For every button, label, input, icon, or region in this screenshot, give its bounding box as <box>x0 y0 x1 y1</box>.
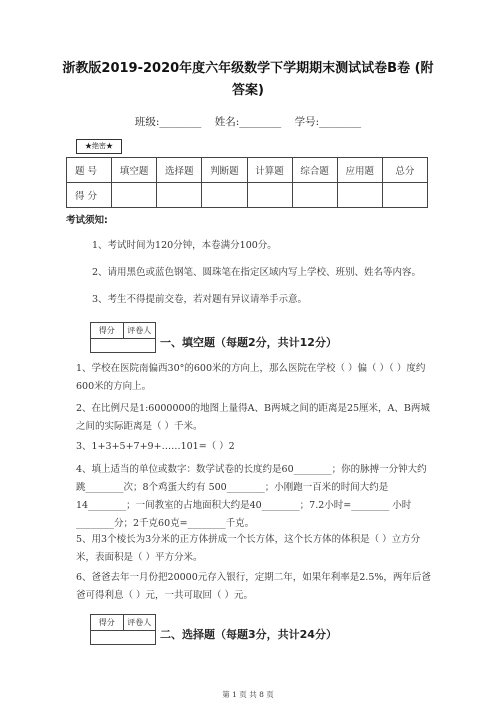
class-field: 班级:________ <box>134 116 202 128</box>
student-info-line <box>0 114 496 129</box>
grader-score-label: 得分 <box>91 615 124 630</box>
page-title: 浙教版2019-2020年度六年级数学下学期期末测试试卷B卷 (附答案) <box>62 61 434 98</box>
score-cell <box>337 183 382 208</box>
question-item: 3、1+3+5+7+9+……101=（ ）2 <box>76 441 235 452</box>
question-item: 1、学校在医院南偏西30°的600米的方向上，那么医院在学校（ ）偏（ ）（ ）度约600米的方向上。 <box>76 363 426 392</box>
question-item: 4、填上适当的单位或数字：数学试卷的长度约是60________；你的脉搏一分钟大约跳________次；8个鸡蛋大约有 500________；小刚跑一百米的时间大约是14________；一间教室的占地面积大约是40________；7.2小时=________ 小时________分；2千克60克=________千克。 <box>76 464 427 529</box>
header-cell: 选择题 <box>157 158 202 183</box>
grader-score-label: 得分 <box>91 323 124 338</box>
grader-name-label: 评卷人 <box>127 618 152 627</box>
grader-blank-row <box>90 630 156 645</box>
question-item: 2、在比例尺是1:6000000的地图上量得A、B两城之间的距离是25厘米，A、B两城之间的实际距离是（ ）千米。 <box>76 403 430 432</box>
score-row-label: 得 分 <box>67 183 112 208</box>
grader-box <box>90 322 156 339</box>
score-cell <box>292 183 337 208</box>
score-cell <box>112 183 157 208</box>
grader-name-label: 评卷人 <box>127 326 152 335</box>
page-footer: 第 1 页 共 8 页 <box>222 690 274 699</box>
score-table <box>66 157 428 208</box>
confidential-badge: ★绝密★ <box>76 139 122 154</box>
question-item: 5、用3个棱长为3分米的正方体拼成一个长方体，这个长方体的体积是（ ）立方分米，表面积是（ ）平方分米。 <box>76 534 421 563</box>
score-table-score-row <box>67 183 428 208</box>
exam-note: 2、请用黑色或蓝色钢笔、圆珠笔在指定区域内写上学校、班别、姓名等内容。 <box>92 267 422 278</box>
exam-notes-heading: 考试须知: <box>66 215 108 226</box>
exam-note: 1、考试时间为120分钟，本卷满分100分。 <box>92 240 277 251</box>
name-field: 姓名:________ <box>214 116 282 128</box>
header-cell: 综合题 <box>292 158 337 183</box>
header-cell: 总分 <box>382 158 427 183</box>
header-cell: 应用题 <box>337 158 382 183</box>
header-cell: 判断题 <box>202 158 247 183</box>
exam-note: 3、考生不得提前交卷，若对题有异议请举手示意。 <box>92 294 308 305</box>
section-title-choice: 二、选择题（每题3分，共计24分） <box>160 628 337 641</box>
score-cell <box>382 183 427 208</box>
score-cell <box>157 183 202 208</box>
header-cell: 题 号 <box>67 158 112 183</box>
score-cell <box>202 183 247 208</box>
score-cell <box>247 183 292 208</box>
grader-box <box>90 614 156 631</box>
question-item: 6、爸爸去年一月份把20000元存入银行，定期二年，如果年利率是2.5%，两年后爸爸可得利息（ ）元，一共可取回（ ）元。 <box>76 572 431 601</box>
header-cell: 填空题 <box>112 158 157 183</box>
score-table-header-row <box>67 158 428 183</box>
header-cell: 计算题 <box>247 158 292 183</box>
section-title-fill-in: 一、填空题（每题2分，共计12分） <box>160 336 337 349</box>
student-id-field: 学号:________ <box>294 116 362 128</box>
grader-blank-row <box>90 338 156 353</box>
